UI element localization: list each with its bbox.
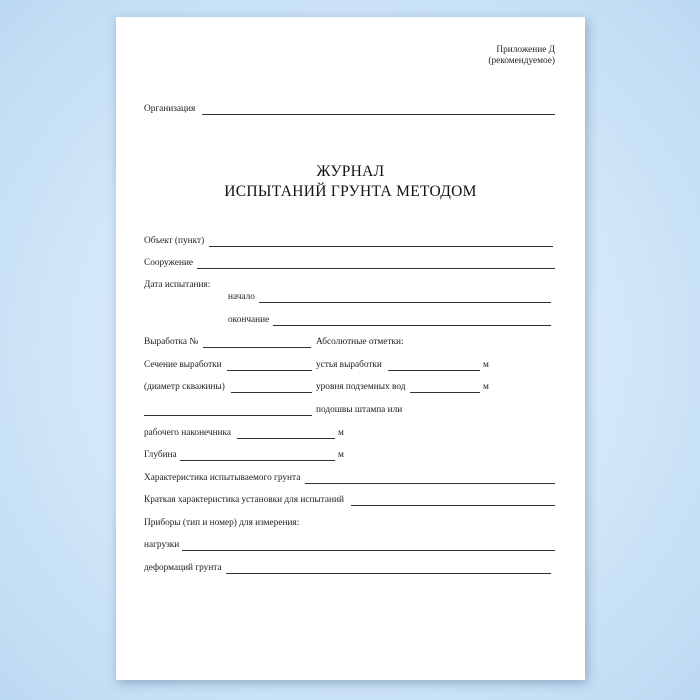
load-line (182, 550, 555, 551)
organization-line (202, 114, 555, 115)
working-tip-label: рабочего наконечника (144, 428, 232, 438)
groundwater-line (410, 392, 480, 393)
stamp-sole-line (144, 415, 312, 416)
journal-subtitle: ИСПЫТАНИЙ ГРУНТА МЕТОДОМ (224, 183, 477, 200)
stamp-sole-label: подошвы штампа или (316, 405, 403, 415)
mouth-unit: м (483, 360, 489, 370)
start-label: начало (228, 292, 255, 302)
instruments-label: Приборы (тип и номер) для измерения: (144, 518, 300, 528)
section-line (227, 370, 312, 371)
test-date-label: Дата испытания: (144, 280, 211, 290)
structure-line (197, 268, 555, 269)
structure-label: Сооружение (144, 258, 194, 268)
annex-status: (рекомендуемое) (488, 56, 555, 66)
setup-char-label: Краткая характеристика установки для испытаний (144, 495, 344, 505)
excavation-no-line (203, 347, 311, 348)
section-label: Сечение выработки (144, 360, 222, 370)
soil-char-label: Характеристика испытываемого грунта (144, 473, 301, 483)
groundwater-label: уровня подземных вод (316, 382, 406, 392)
journal-title: ЖУРНАЛ (316, 163, 385, 180)
soil-deform-label: деформаций грунта (144, 563, 222, 573)
end-label: окончание (228, 315, 270, 325)
diameter-line (231, 392, 312, 393)
object-label: Объект (пункт) (144, 236, 205, 246)
groundwater-unit: м (483, 382, 489, 392)
soil-deform-line (226, 573, 551, 574)
depth-unit: м (338, 450, 344, 460)
depth-label: Глубина (144, 450, 177, 460)
mouth-label: устья выработки (316, 360, 382, 370)
abs-marks-label: Абсолютные отметки: (316, 337, 404, 347)
depth-line (180, 460, 335, 461)
object-line (209, 246, 553, 247)
load-label: нагрузки (144, 540, 180, 550)
document-page (116, 17, 585, 680)
soil-char-line (305, 483, 555, 484)
setup-char-line (351, 505, 555, 506)
mouth-line (388, 370, 480, 371)
organization-label: Организация (144, 104, 196, 114)
working-tip-line (237, 438, 335, 439)
excavation-no-label: Выработка № (144, 337, 199, 347)
diameter-label: (диаметр скважины) (144, 382, 225, 392)
start-line (259, 302, 551, 303)
working-tip-unit: м (338, 428, 344, 438)
end-line (273, 325, 551, 326)
annex-note (488, 45, 555, 67)
annex-title: Приложение Д (496, 45, 555, 55)
